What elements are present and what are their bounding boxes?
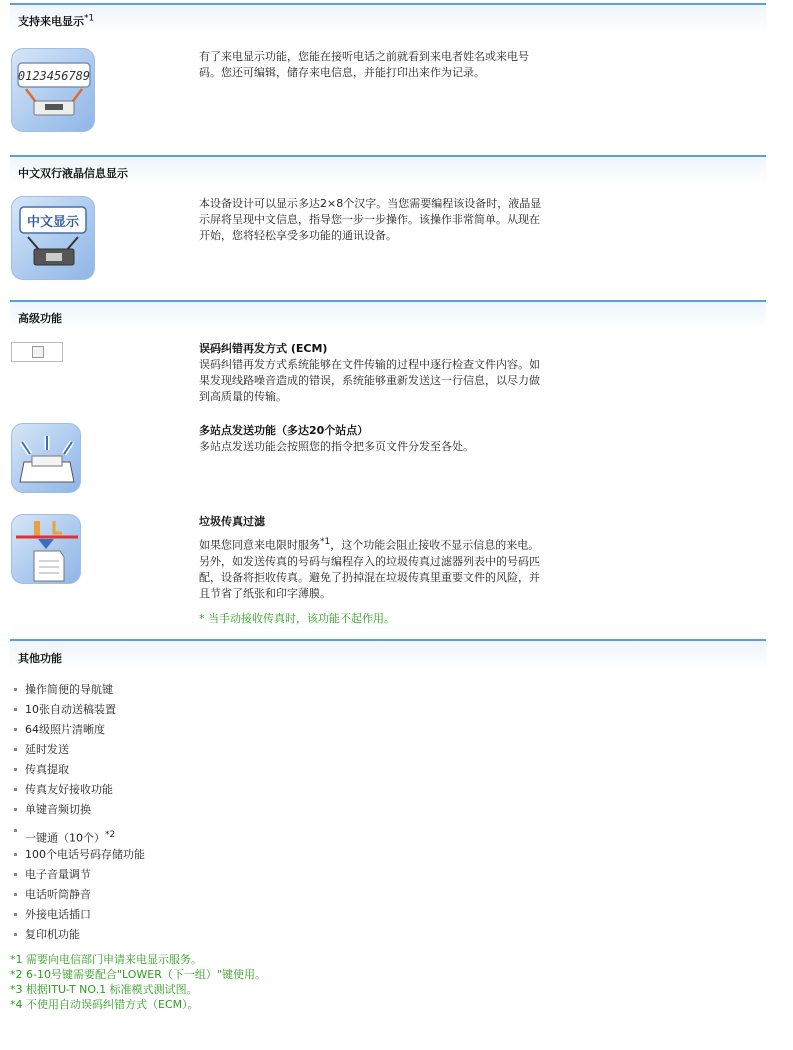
list-item: 64级照片清晰度 — [14, 723, 145, 743]
section-header-caller-id — [10, 3, 766, 33]
bullet-icon — [14, 829, 17, 832]
svg-text:中文显示: 中文显示 — [26, 215, 80, 230]
bullet-icon — [14, 873, 17, 876]
section-title: 支持来电显示$^{*1}$ — [18, 13, 95, 28]
bullet-icon — [14, 933, 17, 936]
bullet-icon — [14, 808, 17, 811]
footnote: *3 根据ITU-T NO.1 标准模式测试图。 — [10, 983, 198, 996]
section-header-advanced — [10, 300, 766, 330]
list-item: 延时发送 — [14, 743, 145, 763]
bullet-icon — [14, 748, 17, 751]
list-item: 复印机功能 — [14, 928, 145, 948]
other-features-list — [14, 683, 145, 948]
svg-text:0123456789: 0123456789 — [17, 69, 91, 83]
footnote: *4 不使用自动误码纠错方式（ECM）。 — [10, 998, 199, 1011]
bullet-icon — [14, 853, 17, 856]
list-item: 电话听筒静音 — [14, 888, 145, 908]
ecm-description: 误码纠错再发方式 (ECM) 误码纠错再发方式系统能够在文件传输的过程中逐行检查文件内容。如 果发现线路噪音造成的错误，系统能够重新发送这一行信息，以尽力做 到高质量的传输。 — [199, 342, 540, 403]
caller-id-icon — [11, 48, 95, 132]
list-item: 传真提取 — [14, 763, 145, 783]
list-item: 单键音频切换 — [14, 803, 145, 823]
list-item: 操作简便的导航键 — [14, 683, 145, 703]
bullet-icon — [14, 913, 17, 916]
list-item: 100个电话号码存储功能 — [14, 848, 145, 868]
bullet-icon — [14, 788, 17, 791]
broadcast-icon — [11, 423, 81, 493]
list-item: 电子音量调节 — [14, 868, 145, 888]
section-header-chinese-lcd — [10, 155, 766, 185]
footnote: *2 6-10号键需要配合"LOWER（下一组）"键使用。 — [10, 968, 266, 981]
junk-fax-note: * 当手动接收传真时，该功能不起作用。 — [199, 611, 395, 625]
footnote: *1 需要向电信部门申请来电显示服务。 — [10, 953, 202, 966]
bullet-icon — [14, 688, 17, 691]
list-item: 10张自动送稿装置 — [14, 703, 145, 723]
junk-fax-description: 垃圾传真过滤 如果您同意来电限时服务$^{*1}$，这个功能会阻止接收不显示信息的来电。 另外，如发送传真的号码与编程存入的垃圾传真过滤器列表中的号码匹 配，设备将拒收传真。避免了扔掉混在垃圾传真里重要文件的风险，并 且节省了纸张和印字薄膜。 * 当手动接收传真时，该功能不起作用。 — [199, 514, 589, 627]
bullet-icon — [14, 728, 17, 731]
section-header-other — [10, 639, 766, 669]
chinese-display-icon — [11, 196, 95, 280]
list-item: 传真友好接收功能 — [14, 783, 145, 803]
list-item: 一键通（10个）$^{*2}$ — [14, 823, 145, 848]
section-title: 中文双行液晶信息显示 — [18, 167, 128, 180]
section-title: 其他功能 — [18, 652, 62, 665]
section-title: 高级功能 — [18, 312, 62, 325]
caller-id-description: 有了来电显示功能，您能在接听电话之前就看到来电者姓名或来电号 码。您还可编辑，储存来电信息，并能打印出来作为记录。 — [199, 50, 529, 79]
footnotes — [10, 952, 266, 1012]
bullet-icon — [14, 708, 17, 711]
ecm-image-placeholder — [11, 342, 63, 362]
junk-fax-filter-icon — [11, 514, 81, 584]
broadcast-description: 多站点发送功能（多达20个站点） 多站点发送功能会按照您的指令把多页文件分发至各处。 — [199, 424, 474, 453]
list-item: 外接电话插口 — [14, 908, 145, 928]
bullet-icon — [14, 768, 17, 771]
bullet-icon — [14, 893, 17, 896]
chinese-lcd-description: 本设备设计可以显示多达2×8个汉字。当您需要编程该设备时，液晶显 示屏将呈现中文信息，指导您一步一步操作。该操作非常简单。从现在 开始，您将轻松享受多功能的通讯设备。 — [199, 197, 542, 242]
